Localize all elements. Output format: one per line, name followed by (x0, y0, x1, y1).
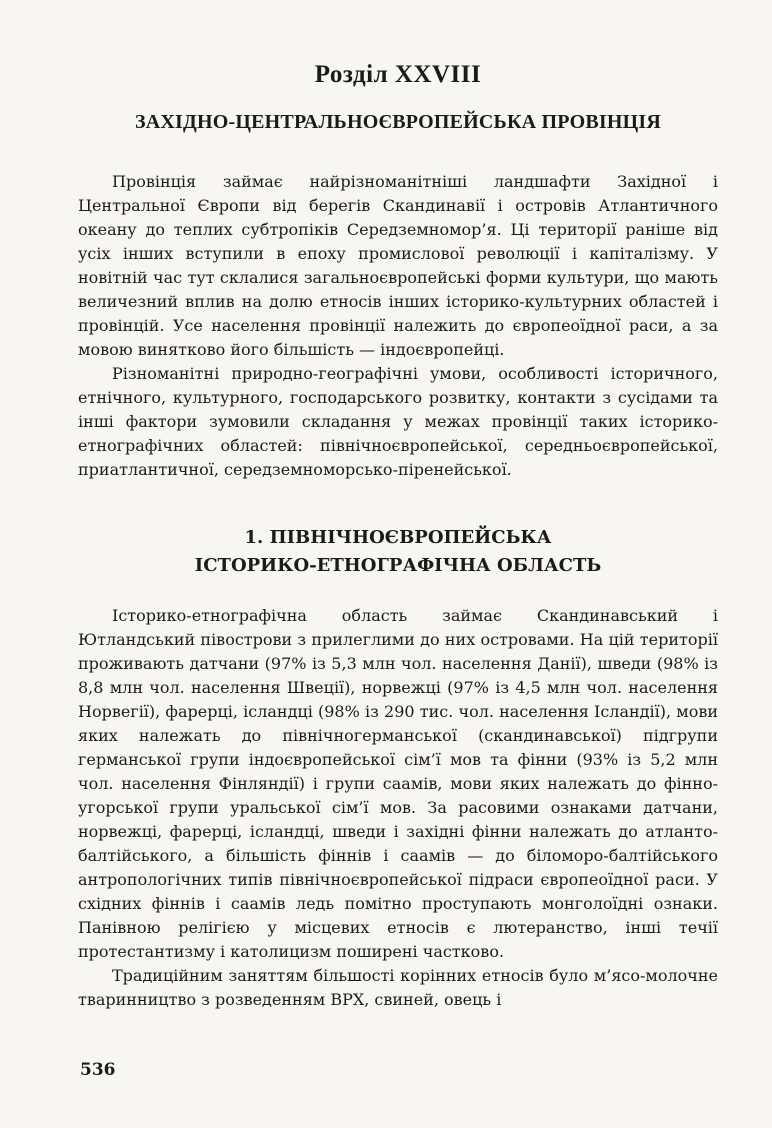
section-heading (78, 524, 718, 580)
section-heading-line-2: ІСТОРИКО-ЕТНОГРАФІЧНА ОБЛАСТЬ (194, 555, 602, 576)
intro-paragraph-1: Провінція займає найрізноманітніші ландшафти Західної і Центральної Європи від берегів Скандинавії і островів Атлантичного океану до теплих субтропіків Середземномор’я. Ці території раніше від усіх інших вступили в епоху промислової революції і капіталізму. У новітній час тут склалися загальноєвропейські форми культури, що мають величезний вплив на долю етносів інших історико-культурних областей і провінцій. Усе населення провінції належить до європеоїдної раси, а за мовою винятково його більшість — індоєвропейці. (78, 172, 718, 359)
section-heading-line-1: 1. ПІВНІЧНОЄВРОПЕЙСЬКА (244, 527, 552, 548)
page-number: 536 (80, 1060, 116, 1080)
intro-paragraph-2: Різноманітні природно-географічні умови, особливості історичного, етнічного, культурного, господарського розвитку, контакти з сусідами та інші фактори зумовили складання у межах провінції таких історико-етнографічних областей: північноєвропейської, середньоєвропейської, приатлантичної, середземноморсько-піренейської. (78, 364, 718, 479)
section-paragraph-1: Історико-етнографічна область займає Скандинавський і Ютландський півострови з прилеглими до них островами. На цій території проживають датчани (97% із 5,3 млн чол. населення Данії), шведи (98% із 8,8 млн чол. населення Швеції), норвежці (97% із 4,5 млн чол. населення Норвегії), фарерці, ісландці (98% із 290 тис. чол. населення Ісландії), мови яких належать до північногерманської (скандинавської) підгрупи германської групи індоєвропейської сім’ї мов та фінни (93% із 5,2 млн чол. населення Фінляндії) і групи саамів, мови яких належать до фінно-угорської групи уральської сім’ї мов. За расовими ознаками датчани, норвежці, фарерці, ісландці, шведи і західні фінни належать до атланто-балтійського, а більшість фіннів і саамів — до біломоро-балтійського антропологічних типів північноєвропейської підраси європеоїдної раси. У східних фіннів і саамів ледь помітно проступають монголоїдні ознаки. Панівною релігією у місцевих етносів є лютеранство, інші течії протестантизму і католицизм поширені частково. (78, 606, 718, 961)
chapter-subtitle: ЗАХІДНО-ЦЕНТРАЛЬНОЄВРОПЕЙСЬКА ПРОВІНЦІЯ (135, 111, 661, 133)
section-paragraph-2: Традиційним заняттям більшості корінних етносів було м’ясо-молочне тваринництво з розведенням ВРХ, свиней, овець і (78, 966, 718, 1009)
chapter-title: Розділ XXVIII (314, 61, 482, 88)
